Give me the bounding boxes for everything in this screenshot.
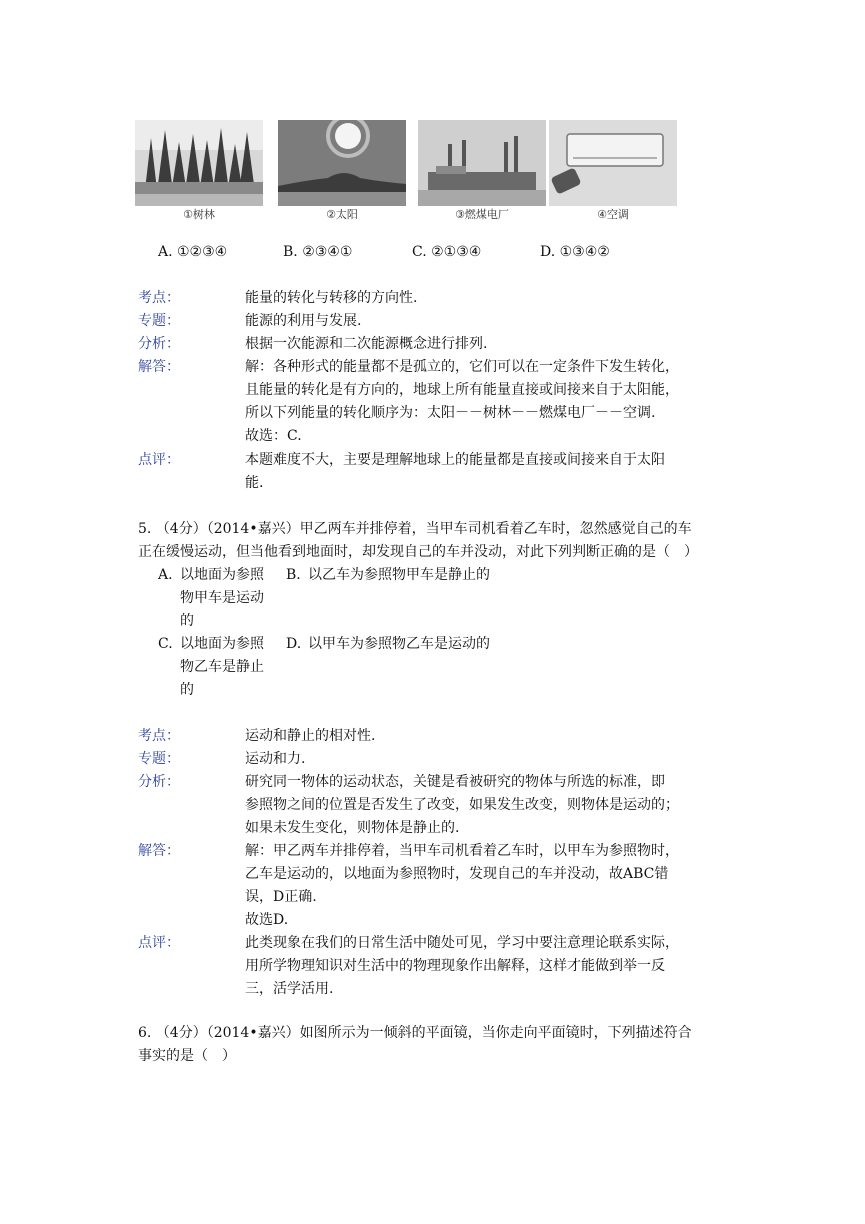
- q5-kaodian-label: 考点：: [138, 728, 180, 744]
- q5-option-c-line-1: 以地面为参照: [180, 636, 264, 652]
- q5-jieda-label: 解答：: [138, 843, 180, 859]
- q5-stem-line-2: 正在缓慢运动，但当他看到地面时，却发现自己的车并没动，对此下列判断正确的是（ ）: [138, 544, 698, 560]
- q5-option-b: 以乙车为参照物甲车是静止的: [308, 567, 490, 583]
- q4-dianping-line-1: 本题难度不大，主要是理解地球上的能量都是直接或间接来自于太阳: [245, 452, 665, 468]
- q5-jieda-line-3: 误，D正确.: [245, 889, 317, 905]
- q6-stem-line-2: 事实的是（ ）: [138, 1048, 236, 1064]
- q4-zhuanti: 能源的利用与发展.: [245, 313, 362, 329]
- q4-dianping-line-2: 能.: [245, 475, 264, 491]
- q4-option-c: C. ②①③④: [412, 244, 482, 260]
- q5-option-d: 以甲车为参照物乙车是运动的: [308, 636, 490, 652]
- q4-jieda-line-1: 解：各种形式的能量都不是孤立的，它们可以在一定条件下发生转化，: [245, 359, 679, 375]
- q4-jieda-line-2: 且能量的转化是有方向的，地球上所有能量直接或间接来自于太阳能，: [245, 382, 679, 398]
- q4-kaodian: 能量的转化与转移的方向性.: [245, 290, 418, 306]
- q5-dianping-label: 点评：: [138, 935, 180, 951]
- q4-dianping-label: 点评：: [138, 452, 180, 468]
- q5-jieda-line-2: 乙车是运动的，以地面为参照物时，发现自己的车并没动，故ABC错: [245, 866, 669, 882]
- q5-option-a-line-2: 物甲车是运动: [180, 590, 264, 606]
- sun-caption: ②太阳: [326, 208, 358, 221]
- q5-option-a-letter: A.: [158, 567, 173, 583]
- forest-caption: ①树林: [183, 208, 215, 221]
- q4-fenxi: 根据一次能源和二次能源概念进行排列.: [245, 336, 488, 352]
- q4-jieda-line-3: 所以下列能量的转化顺序为：太阳－－树林－－燃煤电厂－－空调.: [245, 405, 656, 421]
- sun-image: [278, 120, 406, 228]
- q4-option-b: B. ②③④①: [283, 244, 353, 260]
- q4-zhuanti-label: 专题：: [138, 313, 180, 329]
- q5-fenxi-label: 分析：: [138, 774, 180, 790]
- q4-fenxi-label: 分析：: [138, 336, 180, 352]
- q4-jieda-label: 解答：: [138, 359, 180, 375]
- q5-option-a-line-3: 的: [180, 613, 194, 629]
- q4-jieda-line-4: 故选：C.: [245, 428, 302, 444]
- q5-dianping-line-3: 三，活学活用.: [245, 981, 334, 997]
- q5-option-b-letter: B.: [286, 567, 301, 583]
- q4-kaodian-label: 考点：: [138, 290, 180, 306]
- q5-fenxi-line-3: 如果未发生变化，则物体是静止的.: [245, 820, 460, 836]
- power-plant-image: [418, 120, 546, 228]
- air-conditioner-image: [549, 120, 677, 228]
- q6-stem-line-1: 6. （4分）（2014•嘉兴）如图所示为一倾斜的平面镜，当你走向平面镜时，下列描述符合: [138, 1025, 692, 1041]
- q5-jieda-line-1: 解：甲乙两车并排停着，当甲车司机看着乙车时，以甲车为参照物时，: [245, 843, 679, 859]
- q5-jieda-line-4: 故选D.: [245, 912, 289, 928]
- q4-option-a: A. ①②③④: [158, 244, 228, 260]
- q5-zhuanti-label: 专题：: [138, 751, 180, 767]
- forest-image: [135, 120, 263, 228]
- q4-option-d: D. ①③④②: [540, 244, 610, 260]
- q5-fenxi-line-1: 研究同一物体的运动状态，关键是看被研究的物体与所选的标准，即: [245, 774, 665, 790]
- q5-stem-line-1: 5. （4分）（2014•嘉兴）甲乙两车并排停着，当甲车司机看着乙车时，忽然感觉自己的车: [138, 521, 692, 537]
- q5-option-c-line-3: 的: [180, 682, 194, 698]
- q5-dianping-line-2: 用所学物理知识对生活中的物理现象作出解释，这样才能做到举一反: [245, 958, 665, 974]
- q5-option-c-letter: C.: [158, 636, 173, 652]
- q5-option-a-line-1: 以地面为参照: [180, 567, 264, 583]
- air-conditioner-caption: ④空调: [597, 208, 629, 221]
- q5-fenxi-line-2: 参照物之间的位置是否发生了改变，如果发生改变，则物体是运动的；: [245, 797, 679, 813]
- q5-option-d-letter: D.: [286, 636, 302, 652]
- power-plant-caption: ③燃煤电厂: [455, 208, 509, 221]
- q5-dianping-line-1: 此类现象在我们的日常生活中随处可见，学习中要注意理论联系实际，: [245, 935, 679, 951]
- q5-zhuanti: 运动和力.: [245, 751, 306, 767]
- q5-kaodian: 运动和静止的相对性.: [245, 728, 376, 744]
- q5-option-c-line-2: 物乙车是静止: [180, 659, 264, 675]
